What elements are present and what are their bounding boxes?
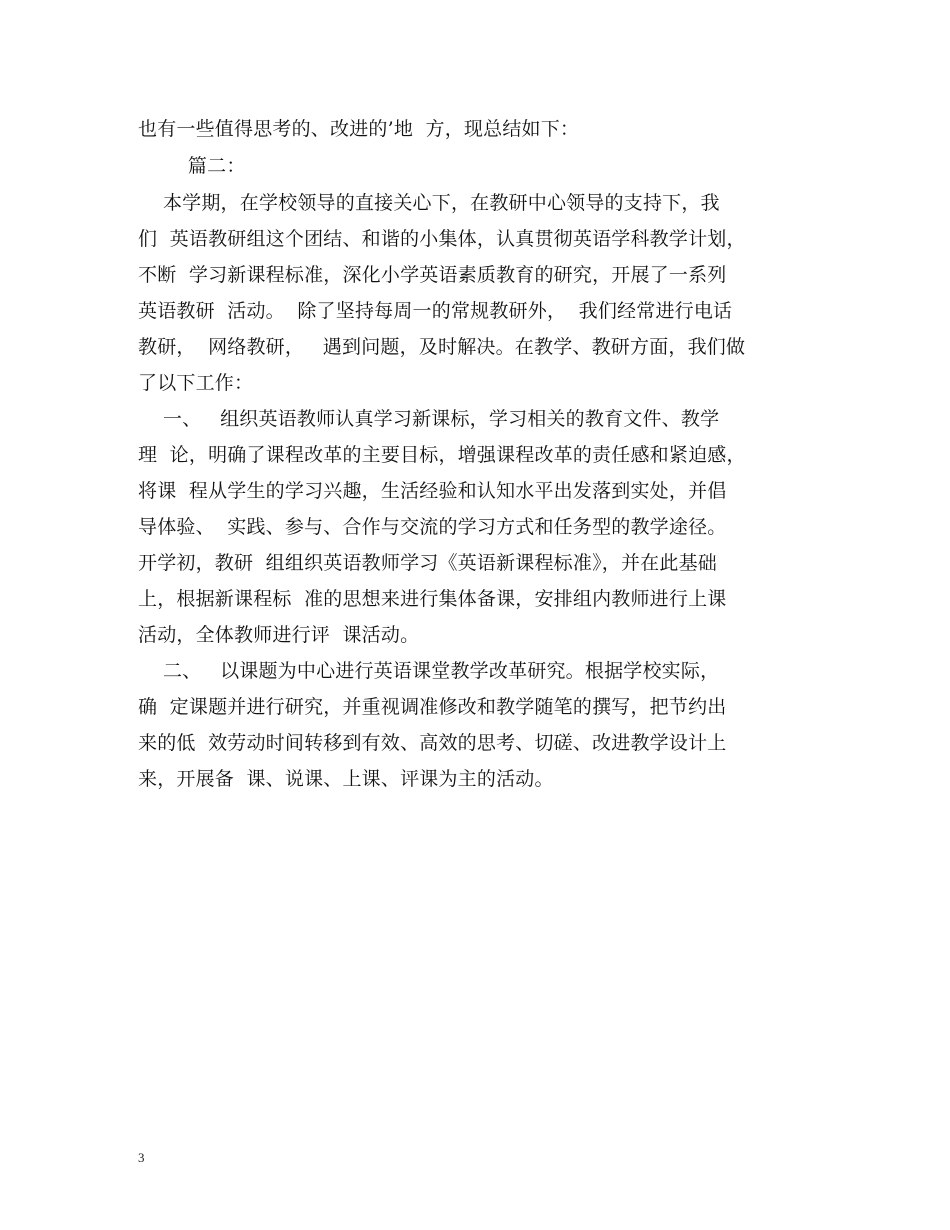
text-line: 开学初，教研 组组织英语教师学习《英语新课程标准》，并在此基础 — [138, 552, 717, 574]
text-line: 一、 组织英语教师认真学习新课标，学习相关的教育文件、教学 — [138, 408, 720, 430]
text-line: 上，根据新课程标 准的思想来进行集体备课，安排组内教师进行上课 — [138, 588, 727, 610]
text-line: 导体验、 实践、参与、合作与交流的学习方式和任务型的教学途径。 — [138, 516, 727, 538]
text-line: 们 英语教研组这个团结、和谐的小集体，认真贯彻英语学科教学计划， — [138, 228, 746, 250]
text-line: 教研， 网络教研， 遇到问题，及时解决。在教学、教研方面，我们做 — [138, 336, 746, 358]
text-line: 二、 以课题为中心进行英语课堂教学改革研究。根据学校实际， — [138, 660, 720, 682]
text-line: 也有一些值得思考的、改进的’地 方，现总结如下： — [138, 118, 580, 140]
text-line: 了以下工作： — [138, 372, 254, 394]
text-line: 英语教研 活动。 除了坚持每周一的常规教研外， 我们经常进行电话 — [138, 300, 733, 322]
text-line: 不断 学习新课程标准，深化小学英语素质教育的研究，开展了一系列 — [138, 264, 727, 286]
text-line: 活动，全体教师进行评 课活动。 — [138, 624, 420, 646]
page-number: 3 — [138, 1150, 145, 1165]
section-heading: 篇二： — [138, 155, 246, 177]
text-line: 本学期，在学校领导的直接关心下，在教研中心领导的支持下，我 — [138, 192, 720, 214]
text-line: 来，开展备 课、说课、上课、评课为主的活动。 — [138, 768, 554, 790]
text-line: 理 论，明确了课程改革的主要目标，增强课程改革的责任感和紧迫感， — [138, 444, 746, 466]
text-line: 将课 程从学生的学习兴趣，生活经验和认知水平出发落到实处，并倡 — [138, 480, 727, 502]
text-line: 来的低 效劳动时间转移到有效、高效的思考、切磋、改进教学设计上 — [138, 732, 727, 754]
text-line: 确 定课题并进行研究，并重视调准修改和教学随笔的撰写，把节约出 — [138, 696, 727, 718]
